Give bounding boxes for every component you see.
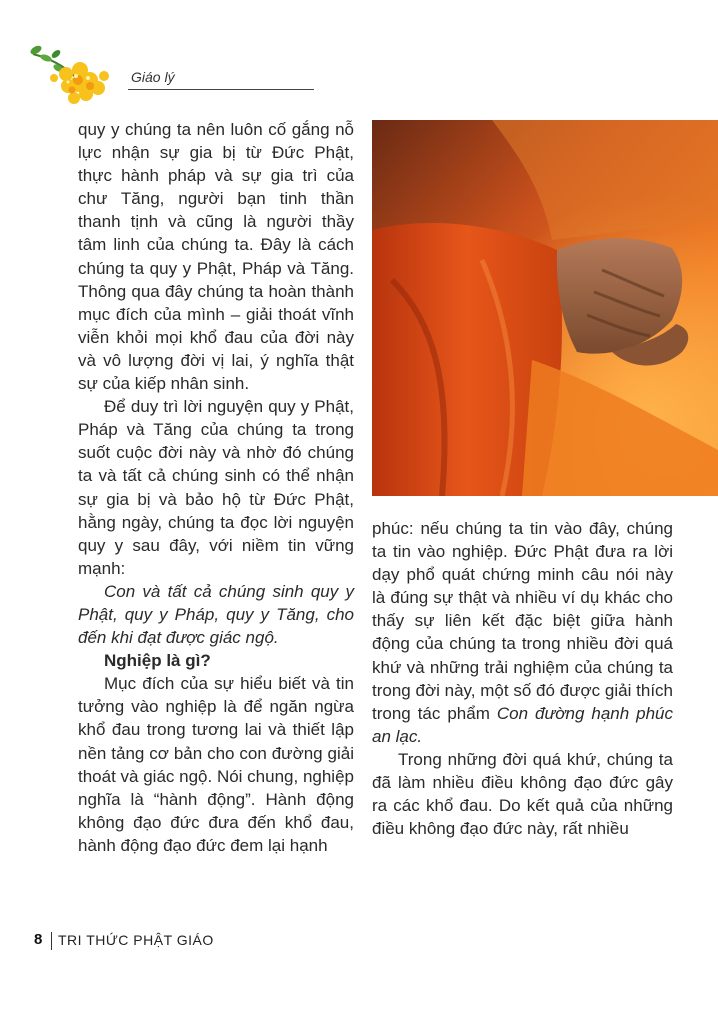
section-label: Giáo lý — [131, 69, 175, 85]
magazine-title: TRI THỨC PHẬT GIÁO — [58, 932, 214, 948]
yellow-apricot-blossom-icon — [28, 42, 128, 112]
refuge-prayer: Con và tất cả chúng sinh quy y Phật, quy y Pháp, quy y Tăng, cho đến khi đạt được giác ngộ. — [78, 581, 354, 648]
paragraph-karma: Mục đích của sự hiểu biết và tin tưởng vào nghiệp là để ngăn ngừa khổ đau trong tương lai và thiết lập nền tảng cơ bản cho con đường giải thoát và giác ngộ. Nói chung, nghiệp nghĩa là “hành động”. Hành động không đạo đức đưa đến khổ đau, hành động đạo đức đem lại hạnh — [78, 674, 354, 855]
paragraph-continued: quy y chúng ta nên luôn cố gắng nỗ lực nhận sự gia bị từ Đức Phật, thực hành pháp và sự gia trì của chư Tăng, người bạn tinh thần thanh tịnh và cũng là người thầy tâm linh của chúng ta. Đây là cách chúng ta quy y Phật, Pháp và Tăng. Thông qua đây chúng ta hoàn thành mục đích của mình – giải thoát vĩnh viễn khỏi mọi khổ đau của đời này và vô lượng đời vị lai, ý nghĩa thật sự của kiếp nhân sinh. — [78, 120, 354, 394]
footer-divider — [51, 932, 52, 950]
section-heading: Nghiệp là gì? — [104, 651, 211, 671]
paragraph-karma-continued — [372, 517, 673, 748]
monk-hands-illustration — [372, 120, 718, 496]
text-column-left — [78, 118, 354, 857]
section-rule — [128, 89, 314, 90]
book-title: Con đường hạnh phúc an lạc. — [372, 703, 674, 746]
paragraph-past-lives: Trong những đời quá khứ, chúng ta đã làm nhiều điều không đạo đức gây ra các khổ đau. Do kết quả của những điều không đạo đức này, rất nhiều — [372, 749, 673, 839]
page-number: 8 — [34, 931, 43, 948]
paragraph-refuge-vow: Để duy trì lời nguyện quy y Phật, Pháp và Tăng của chúng ta trong suốt cuộc đời này và nhờ đó chúng ta và tất cả chúng sinh có thể nhận sự gia bị và bảo hộ từ Đức Phật, hằng ngày, chúng ta đọc lời nguyện quy y sau đây, với niềm tin vững mạnh: — [78, 397, 354, 578]
text-column-right — [372, 517, 673, 840]
page-header — [28, 42, 298, 112]
monk-hands-photo — [372, 120, 718, 496]
paragraph-text: phúc: nếu chúng ta tin vào đây, chúng ta tin vào nghiệp. Đức Phật đưa ra lời dạy phổ quát chứng minh câu nói này là đúng sự thật và nhiều ví dụ khác cho thấy sự liên kết đặc biệt giữa hành động của chúng ta trong nhiều đời quá khứ và những trải nghiệm của chúng ta trong đời này, một số đó được giải thích trong tác phẩm — [372, 519, 673, 723]
